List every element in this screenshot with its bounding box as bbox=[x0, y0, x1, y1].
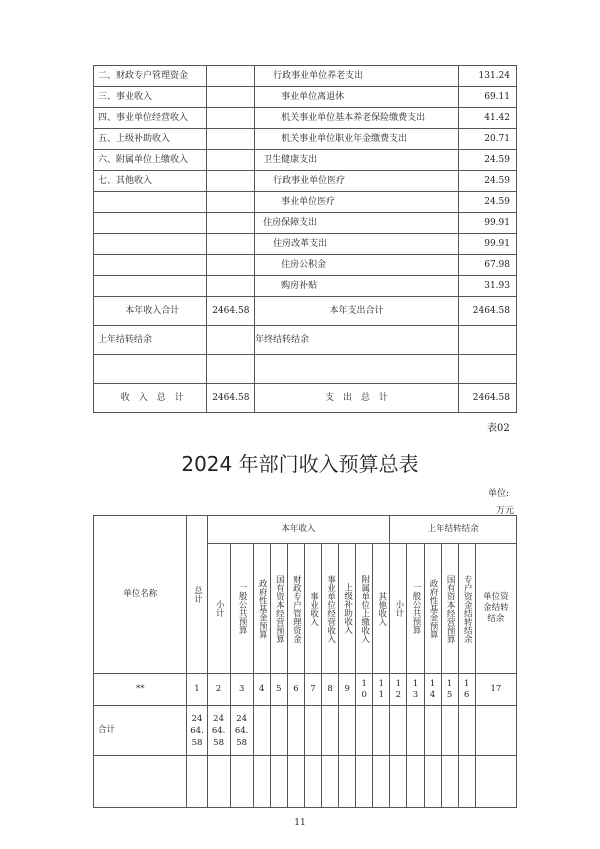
header-current-col bbox=[339, 544, 356, 674]
blank-cell bbox=[407, 756, 424, 808]
blank-row bbox=[94, 756, 517, 808]
column-index-value: 4 bbox=[259, 684, 265, 694]
unit-label: 单位: bbox=[488, 489, 510, 499]
blank-cell bbox=[94, 756, 187, 808]
page-number: 11 bbox=[294, 818, 306, 828]
income-item-cell bbox=[94, 276, 207, 297]
column-index-cell bbox=[424, 674, 441, 706]
expense-subtotal-amount: 2464.58 bbox=[458, 297, 516, 326]
column-index-value: 6 bbox=[293, 684, 299, 694]
total-row-value bbox=[207, 706, 230, 756]
column-index-cell bbox=[187, 674, 207, 706]
column-index-value: 17 bbox=[490, 684, 502, 694]
blank-cell bbox=[187, 756, 207, 808]
income-amount-cell bbox=[207, 108, 255, 129]
table-row bbox=[94, 108, 517, 129]
income-carryover-amount bbox=[207, 326, 255, 355]
blank-cell bbox=[255, 355, 459, 384]
group-prior-label: 上年结转结余 bbox=[427, 524, 479, 534]
total-row-value bbox=[287, 706, 304, 756]
header-current-col-label: 上级补助收入 bbox=[342, 583, 353, 634]
header-prior-col bbox=[441, 544, 458, 674]
income-amount-cell bbox=[207, 171, 255, 192]
income-item-cell: 二、财政专户管理资金 bbox=[94, 66, 207, 87]
expense-amount-cell: 99.91 bbox=[458, 213, 516, 234]
expense-carryover-amount bbox=[458, 326, 516, 355]
blank-cell bbox=[253, 756, 270, 808]
blank-cell bbox=[424, 756, 441, 808]
expense-amount-cell: 20.71 bbox=[458, 129, 516, 150]
column-index-value: 11 bbox=[378, 678, 384, 700]
expense-amount-cell: 24.59 bbox=[458, 192, 516, 213]
header-prior-col-label: 专户资金结转结余 bbox=[462, 574, 473, 643]
table-row bbox=[94, 234, 517, 255]
column-index-value: ** bbox=[135, 684, 145, 694]
income-expense-table-continued bbox=[93, 65, 517, 413]
expense-amount-cell: 24.59 bbox=[458, 171, 516, 192]
blank-cell bbox=[458, 756, 475, 808]
column-index-cell bbox=[270, 674, 287, 706]
blank-cell bbox=[339, 756, 356, 808]
header-prior-col bbox=[458, 544, 475, 674]
header-current-col bbox=[270, 544, 287, 674]
table-row bbox=[94, 192, 517, 213]
expense-amount-cell: 24.59 bbox=[458, 150, 516, 171]
department-income-budget-table bbox=[93, 515, 517, 808]
header-prior-col bbox=[390, 544, 407, 674]
column-index-cell bbox=[287, 674, 304, 706]
expense-subtotal-label: 本年支出合计 bbox=[255, 297, 459, 326]
header-prior-col bbox=[407, 544, 424, 674]
income-item-cell: 七、其他收入 bbox=[94, 171, 207, 192]
header-unit-name-label: 单位名称 bbox=[123, 589, 158, 599]
header-current-col bbox=[322, 544, 339, 674]
blank-cell bbox=[356, 756, 373, 808]
blank-cell bbox=[207, 756, 230, 808]
column-index-cell bbox=[322, 674, 339, 706]
expense-amount-cell: 131.24 bbox=[458, 66, 516, 87]
blank-cell bbox=[458, 355, 516, 384]
column-index-cell bbox=[356, 674, 373, 706]
grand-total-row bbox=[94, 384, 517, 413]
expense-total-label: 支 出 总 计 bbox=[255, 384, 459, 413]
total-row-value bbox=[304, 706, 321, 756]
expense-item-cell: 行政事业单位养老支出 bbox=[255, 66, 459, 87]
header-prior-col-label: 国有资本经营预算 bbox=[445, 574, 456, 643]
header-current-col-label: 事业收入 bbox=[308, 591, 319, 626]
total-row-value bbox=[407, 706, 424, 756]
header-group-current bbox=[207, 516, 390, 544]
income-subtotal-amount: 2464.58 bbox=[207, 297, 255, 326]
total-row-value bbox=[424, 706, 441, 756]
header-current-col bbox=[287, 544, 304, 674]
column-index-value: 9 bbox=[344, 684, 350, 694]
total-row-value bbox=[356, 706, 373, 756]
blank-cell bbox=[207, 355, 255, 384]
total-row-value bbox=[322, 706, 339, 756]
expense-total-amount: 2464.58 bbox=[458, 384, 516, 413]
header-current-col-label: 小计 bbox=[214, 600, 225, 617]
table-row bbox=[94, 276, 517, 297]
expense-item-cell: 住房改革支出 bbox=[255, 234, 459, 255]
blank-cell bbox=[94, 355, 207, 384]
total-row-value bbox=[390, 706, 407, 756]
header-current-col-label: 国有资本经营预算 bbox=[274, 574, 285, 643]
expense-item-cell: 购房补贴 bbox=[255, 276, 459, 297]
income-amount-cell bbox=[207, 234, 255, 255]
total-row-value bbox=[230, 706, 253, 756]
table-row bbox=[94, 213, 517, 234]
column-index-value: 12 bbox=[395, 678, 402, 700]
header-current-col bbox=[304, 544, 321, 674]
income-item-cell bbox=[94, 192, 207, 213]
income-carryover-label: 上年结转结余 bbox=[94, 326, 207, 355]
income-amount-cell bbox=[207, 150, 255, 171]
column-index-value: 14 bbox=[429, 678, 436, 700]
column-index-cell bbox=[230, 674, 253, 706]
header-current-col-label: 一般公共预算 bbox=[237, 583, 248, 634]
expense-item-cell: 机关事业单位职业年金缴费支出 bbox=[255, 129, 459, 150]
header-prior-col bbox=[424, 544, 441, 674]
column-index-value: 8 bbox=[327, 684, 333, 694]
page-title: 2024 年部门收入预算总表 bbox=[181, 452, 419, 476]
income-item-cell bbox=[94, 213, 207, 234]
column-index-cell bbox=[390, 674, 407, 706]
total-row-value bbox=[253, 706, 270, 756]
header-current-col-label: 政府性基金预算 bbox=[257, 578, 268, 639]
income-total-label: 收 入 总 计 bbox=[94, 384, 207, 413]
header-current-col-label: 事业单位经营收入 bbox=[325, 574, 336, 643]
column-index-cell bbox=[304, 674, 321, 706]
header-prior-col-label: 一般公共预算 bbox=[410, 583, 421, 634]
table-row bbox=[94, 150, 517, 171]
total-row-value bbox=[458, 706, 475, 756]
column-index-value: 1 bbox=[194, 684, 200, 694]
column-index-cell bbox=[253, 674, 270, 706]
column-index-value: 10 bbox=[361, 678, 367, 700]
table-row bbox=[94, 255, 517, 276]
blank-cell bbox=[304, 756, 321, 808]
total-row-value bbox=[475, 706, 516, 756]
expense-item-cell: 卫生健康支出 bbox=[255, 150, 459, 171]
expense-item-cell: 住房公积金 bbox=[255, 255, 459, 276]
header-total bbox=[187, 516, 207, 674]
income-item-cell: 六、附属单位上缴收入 bbox=[94, 150, 207, 171]
expense-carryover-label: 年终结转结余 bbox=[255, 326, 459, 355]
expense-item-cell: 住房保障支出 bbox=[255, 213, 459, 234]
column-index-value: 13 bbox=[412, 678, 419, 700]
column-index-cell bbox=[94, 674, 187, 706]
column-index-value: 2 bbox=[215, 684, 222, 694]
header-current-col bbox=[253, 544, 270, 674]
expense-item-cell: 机关事业单位基本养老保险缴费支出 bbox=[255, 108, 459, 129]
table-row bbox=[94, 129, 517, 150]
blank-cell bbox=[373, 756, 390, 808]
expense-amount-cell: 41.42 bbox=[458, 108, 516, 129]
column-index-cell bbox=[407, 674, 424, 706]
expense-amount-cell: 99.91 bbox=[458, 234, 516, 255]
header-current-col bbox=[373, 544, 390, 674]
column-index-cell bbox=[475, 674, 516, 706]
column-index-cell bbox=[441, 674, 458, 706]
column-index-cell bbox=[458, 674, 475, 706]
blank-cell bbox=[270, 756, 287, 808]
header-current-col bbox=[207, 544, 230, 674]
total-row-value bbox=[373, 706, 390, 756]
income-amount-cell bbox=[207, 192, 255, 213]
column-index-cell bbox=[207, 674, 230, 706]
column-index-cell bbox=[339, 674, 356, 706]
table-row bbox=[94, 87, 517, 108]
expense-amount-cell: 67.98 bbox=[458, 255, 516, 276]
total-row-value bbox=[270, 706, 287, 756]
column-index-value: 15 bbox=[446, 678, 453, 700]
income-amount-cell bbox=[207, 129, 255, 150]
header-prior-col bbox=[475, 544, 516, 674]
table-row bbox=[94, 66, 517, 87]
income-amount-cell bbox=[207, 66, 255, 87]
table-number: 表02 bbox=[487, 423, 510, 434]
blank-cell bbox=[475, 756, 516, 808]
expense-item-cell: 事业单位离退休 bbox=[255, 87, 459, 108]
header-total-label: 总计 bbox=[192, 586, 203, 603]
unit-value: 万元 bbox=[496, 506, 515, 516]
column-index-cell bbox=[373, 674, 390, 706]
group-current-label: 本年收入 bbox=[281, 524, 316, 534]
total-row-value-text: 2464.58 bbox=[211, 713, 226, 748]
income-subtotal-label: 本年收入合计 bbox=[94, 297, 207, 326]
blank-cell bbox=[390, 756, 407, 808]
blank-row bbox=[94, 355, 517, 384]
subtotal-row bbox=[94, 297, 517, 326]
total-row-value-text: 2464.58 bbox=[234, 713, 249, 748]
column-index-value: 5 bbox=[276, 684, 282, 694]
income-item-cell: 三、事业收入 bbox=[94, 87, 207, 108]
income-amount-cell bbox=[207, 213, 255, 234]
blank-cell bbox=[441, 756, 458, 808]
income-total-amount: 2464.58 bbox=[207, 384, 255, 413]
total-row-value bbox=[339, 706, 356, 756]
header-row-groups bbox=[94, 516, 517, 544]
header-prior-col-label: 小计 bbox=[393, 600, 404, 617]
header-prior-col-label: 单位资金结转结余 bbox=[483, 592, 509, 624]
column-index-value: 3 bbox=[238, 684, 245, 694]
income-item-cell bbox=[94, 234, 207, 255]
income-item-cell bbox=[94, 255, 207, 276]
column-index-row bbox=[94, 674, 517, 706]
total-row-value-text: 2464.58 bbox=[190, 713, 204, 748]
total-row-value bbox=[187, 706, 207, 756]
header-current-col-label: 财政专户管理资金 bbox=[291, 574, 302, 643]
expense-item-cell: 行政事业单位医疗 bbox=[255, 171, 459, 192]
total-row-value bbox=[441, 706, 458, 756]
header-current-col-label: 其他收入 bbox=[376, 591, 387, 626]
income-item-cell: 五、上级补助收入 bbox=[94, 129, 207, 150]
income-item-cell: 四、事业单位经营收入 bbox=[94, 108, 207, 129]
header-current-col bbox=[230, 544, 253, 674]
header-unit-name bbox=[94, 516, 187, 674]
income-amount-cell bbox=[207, 276, 255, 297]
header-group-prior bbox=[390, 516, 517, 544]
column-index-value: 7 bbox=[310, 684, 316, 694]
expense-item-cell: 事业单位医疗 bbox=[255, 192, 459, 213]
blank-cell bbox=[322, 756, 339, 808]
income-amount-cell bbox=[207, 87, 255, 108]
income-amount-cell bbox=[207, 255, 255, 276]
table-row bbox=[94, 171, 517, 192]
total-row bbox=[94, 706, 517, 756]
header-current-col-label: 附属单位上缴收入 bbox=[359, 574, 370, 643]
expense-amount-cell: 69.11 bbox=[458, 87, 516, 108]
column-index-value: 16 bbox=[463, 678, 470, 700]
total-row-label-text: 合计 bbox=[98, 725, 116, 735]
header-prior-col-label: 政府性基金预算 bbox=[428, 578, 439, 639]
blank-cell bbox=[287, 756, 304, 808]
expense-amount-cell: 31.93 bbox=[458, 276, 516, 297]
blank-cell bbox=[230, 756, 253, 808]
header-current-col bbox=[356, 544, 373, 674]
total-row-label bbox=[94, 706, 187, 756]
carryover-row bbox=[94, 326, 517, 355]
